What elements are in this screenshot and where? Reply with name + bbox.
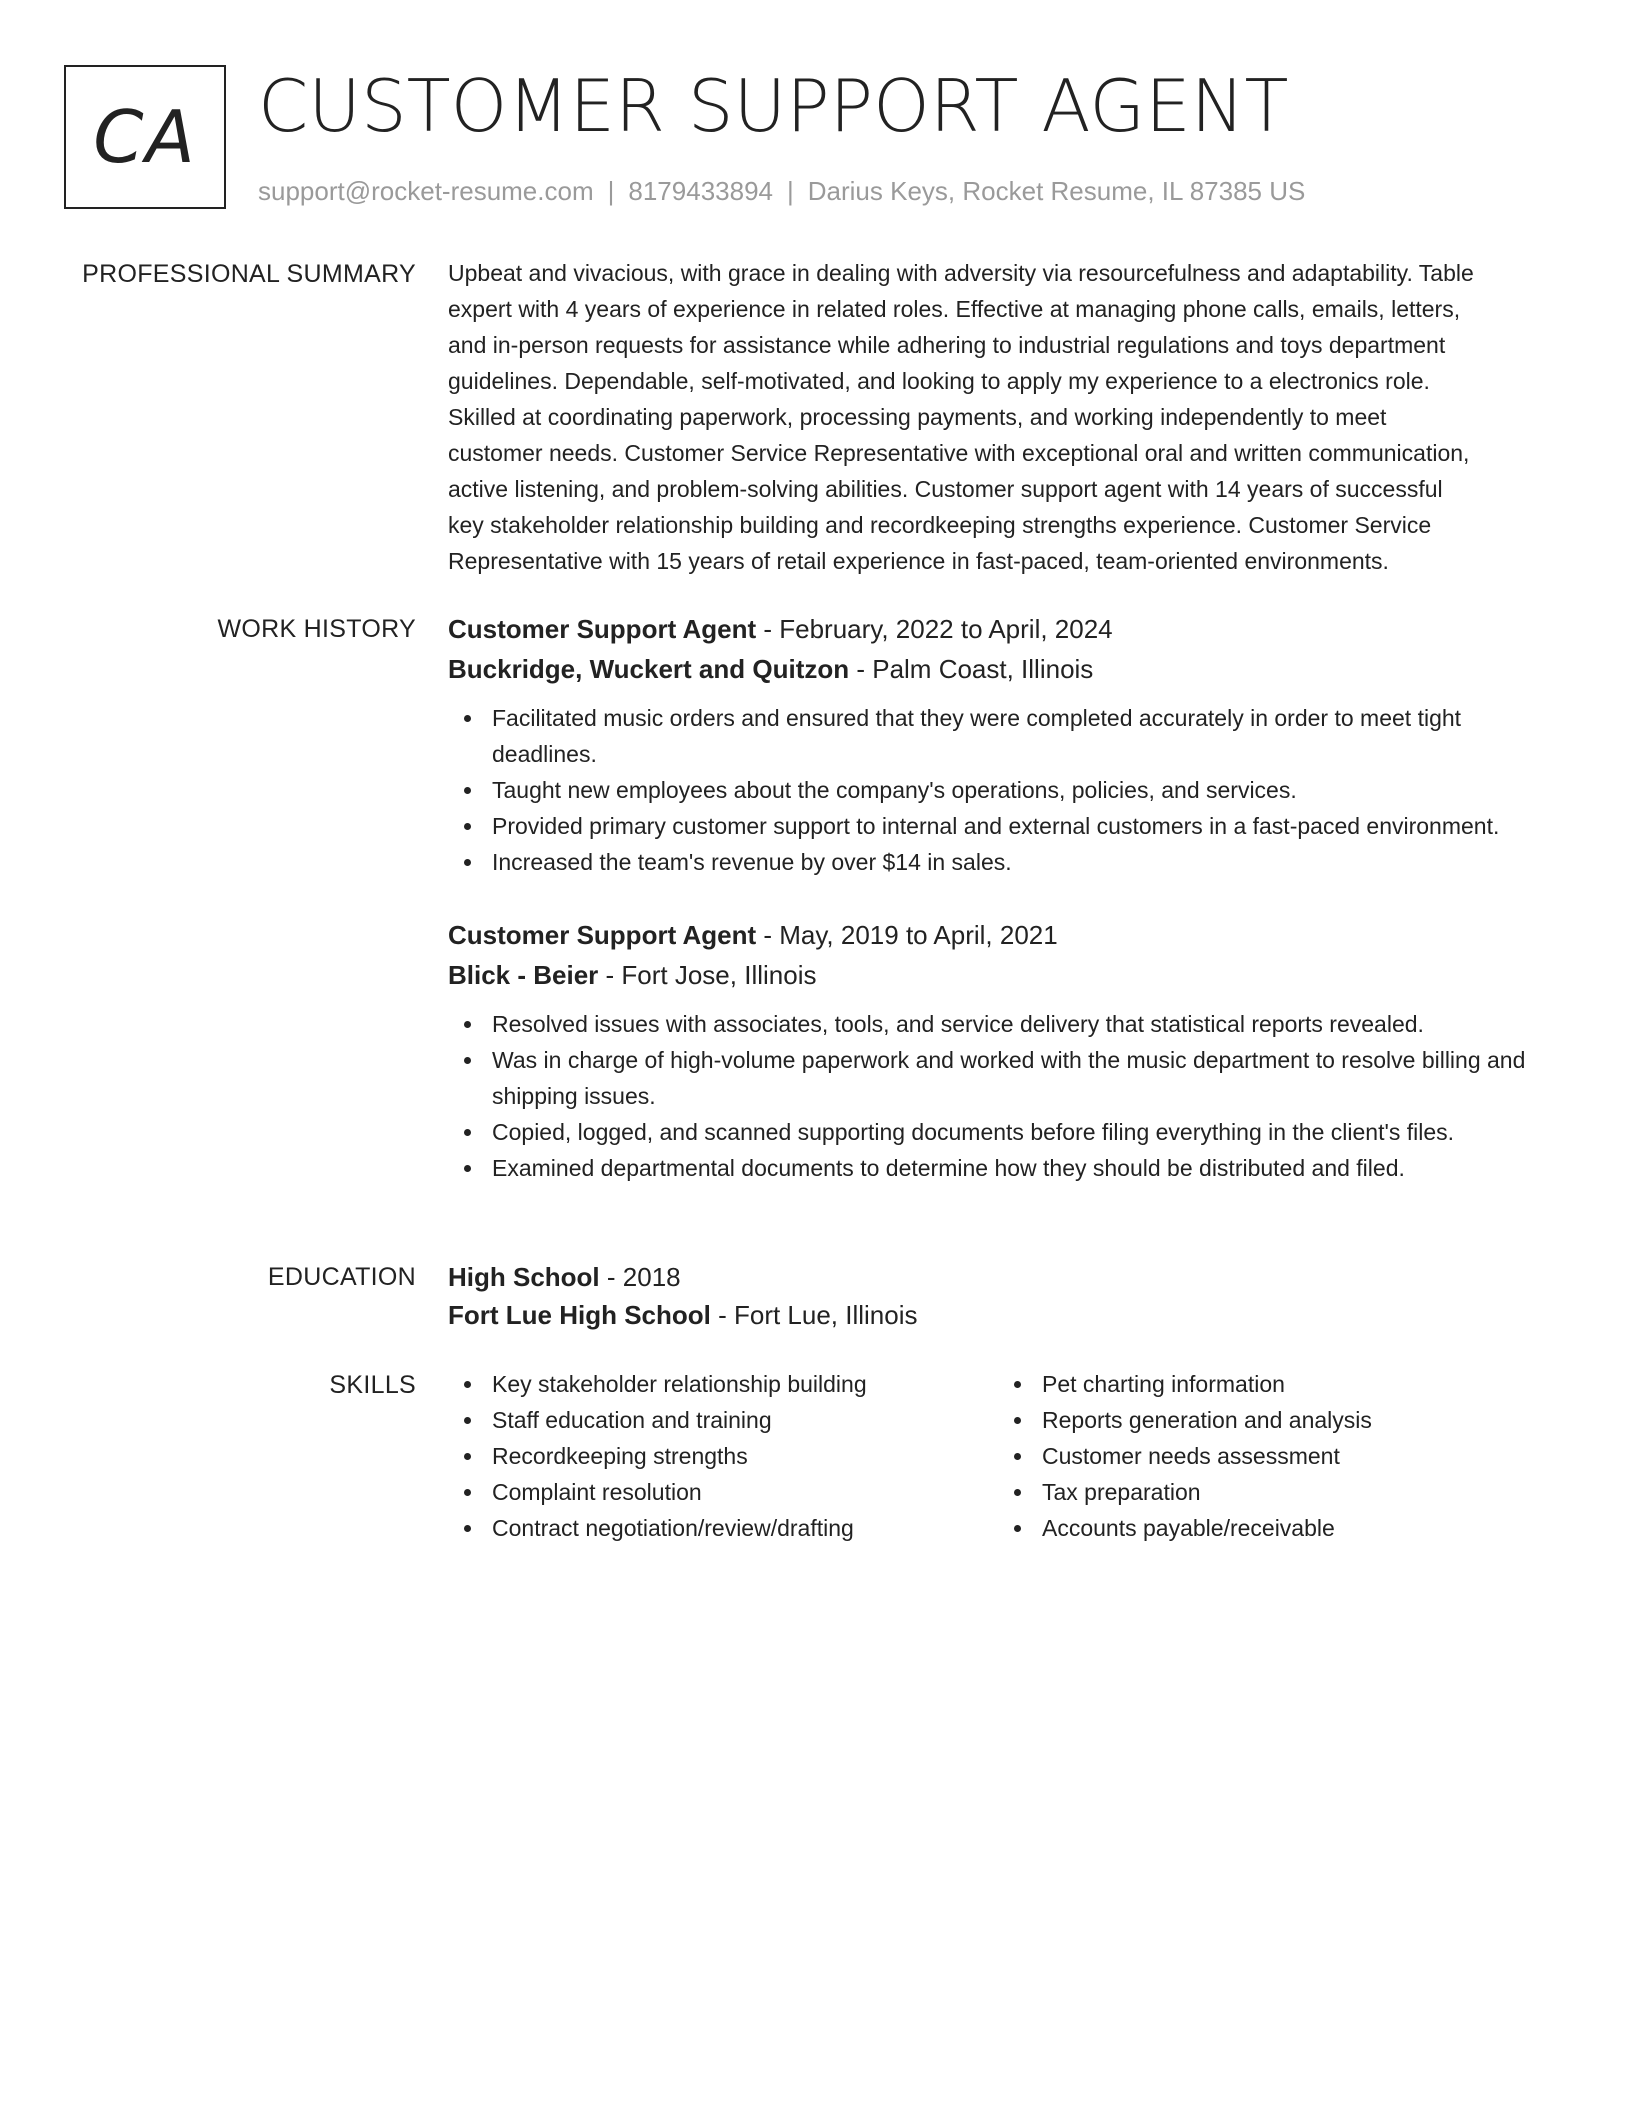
work-history-label: WORK HISTORY bbox=[217, 615, 416, 643]
list-item: Resolved issues with associates, tools, and service delivery that statistical reports revealed. bbox=[448, 1006, 1568, 1042]
job-company: Buckridge, Wuckert and Quitzon bbox=[448, 654, 850, 684]
summary-line: guidelines. Dependable, self-motivated, and looking to apply my experience to a electronics role. bbox=[448, 368, 1430, 394]
skills-column-right bbox=[998, 1366, 1548, 1546]
summary-label: PROFESSIONAL SUMMARY bbox=[82, 260, 416, 288]
skills-body bbox=[448, 1366, 1568, 1546]
list-item: Key stakeholder relationship building bbox=[448, 1366, 998, 1402]
job-bullets bbox=[448, 700, 1568, 880]
list-item: Copied, logged, and scanned supporting documents before filing everything in the client's files. bbox=[448, 1114, 1568, 1150]
contact-separator: | bbox=[607, 176, 615, 206]
job-dates: - February, 2022 to April, 2024 bbox=[756, 614, 1113, 644]
summary-line: Skilled at coordinating paperwork, processing payments, and working independently to meet bbox=[448, 404, 1387, 430]
summary-text bbox=[448, 255, 1568, 579]
skills-column-left bbox=[448, 1366, 998, 1546]
skills-list bbox=[998, 1366, 1548, 1546]
list-item: Reports generation and analysis bbox=[998, 1402, 1548, 1438]
skills-section bbox=[64, 1366, 1568, 1566]
education-school-line bbox=[448, 1296, 1568, 1334]
job-location: - Fort Jose, Illinois bbox=[598, 960, 817, 990]
contact-separator: | bbox=[787, 176, 794, 206]
contact-line bbox=[258, 175, 1305, 207]
job-title-line bbox=[448, 610, 1568, 648]
job-title: Customer Support Agent bbox=[448, 614, 757, 644]
job-dates: - May, 2019 to April, 2021 bbox=[756, 920, 1058, 950]
job-title-heading: CUSTOMER SUPPORT AGENT bbox=[258, 64, 1289, 148]
list-item: Accounts payable/receivable bbox=[998, 1510, 1548, 1546]
education-label: EDUCATION bbox=[267, 1263, 416, 1291]
list-item: Pet charting information bbox=[998, 1366, 1548, 1402]
education-school: Fort Lue High School bbox=[448, 1300, 711, 1330]
list-item: Contract negotiation/review/drafting bbox=[448, 1510, 998, 1546]
list-item: Complaint resolution bbox=[448, 1474, 998, 1510]
monogram-initials: CA bbox=[93, 95, 197, 179]
contact-email: support@rocket-resume.com bbox=[258, 176, 594, 206]
list-item: Provided primary customer support to internal and external customers in a fast-paced environment. bbox=[448, 808, 1568, 844]
summary-line: Representative with 15 years of retail experience in fast-paced, team-oriented environments. bbox=[448, 548, 1389, 574]
summary-line: and in-person requests for assistance while adhering to industrial regulations and toys department bbox=[448, 332, 1446, 358]
resume-header bbox=[64, 65, 1568, 211]
skills-list bbox=[448, 1366, 998, 1546]
education-body bbox=[448, 1258, 1568, 1334]
skills-label: SKILLS bbox=[329, 1371, 416, 1399]
job-entry bbox=[448, 610, 1568, 880]
job-bullets bbox=[448, 1006, 1568, 1186]
job-entry bbox=[448, 916, 1568, 1186]
education-degree-line bbox=[448, 1258, 1568, 1296]
job-company: Blick - Beier bbox=[448, 960, 599, 990]
summary-line: active listening, and problem-solving abilities. Customer support agent with 14 years of successful bbox=[448, 476, 1443, 502]
job-company-line bbox=[448, 956, 1568, 994]
monogram-box bbox=[64, 65, 226, 209]
list-item: Taught new employees about the company's operations, policies, and services. bbox=[448, 772, 1568, 808]
summary-line: customer needs. Customer Service Representative with exceptional oral and written communication, bbox=[448, 440, 1470, 466]
work-history-body bbox=[448, 610, 1568, 1216]
summary-line: key stakeholder relationship building and recordkeeping strengths experience. Customer Service bbox=[448, 512, 1432, 538]
list-item: Facilitated music orders and ensured that they were completed accurately in order to meet tight deadlines. bbox=[448, 700, 1568, 772]
work-history-section bbox=[64, 610, 1568, 1230]
list-item: Staff education and training bbox=[448, 1402, 998, 1438]
list-item: Examined departmental documents to determine how they should be distributed and filed. bbox=[448, 1150, 1568, 1186]
job-title: Customer Support Agent bbox=[448, 920, 757, 950]
job-title-line bbox=[448, 916, 1568, 954]
list-item: Customer needs assessment bbox=[998, 1438, 1548, 1474]
summary-section bbox=[64, 255, 1568, 585]
summary-line: Upbeat and vivacious, with grace in dealing with adversity via resourcefulness and adaptability. Table bbox=[448, 260, 1474, 286]
contact-address: Darius Keys, Rocket Resume, IL 87385 US bbox=[807, 176, 1306, 206]
list-item: Tax preparation bbox=[998, 1474, 1548, 1510]
list-item: Increased the team's revenue by over $14 in sales. bbox=[448, 844, 1568, 880]
contact-phone: 8179433894 bbox=[628, 176, 773, 206]
list-item: Recordkeeping strengths bbox=[448, 1438, 998, 1474]
job-location: - Palm Coast, Illinois bbox=[849, 654, 1094, 684]
list-item: Was in charge of high-volume paperwork and worked with the music department to resolve billing and shipping issues. bbox=[448, 1042, 1568, 1114]
job-company-line bbox=[448, 650, 1568, 688]
summary-line: expert with 4 years of experience in related roles. Effective at managing phone calls, emails, letters, bbox=[448, 296, 1461, 322]
education-location: - Fort Lue, Illinois bbox=[710, 1300, 918, 1330]
education-degree: High School bbox=[448, 1262, 600, 1292]
education-section bbox=[64, 1258, 1568, 1338]
education-year: - 2018 bbox=[599, 1262, 681, 1292]
